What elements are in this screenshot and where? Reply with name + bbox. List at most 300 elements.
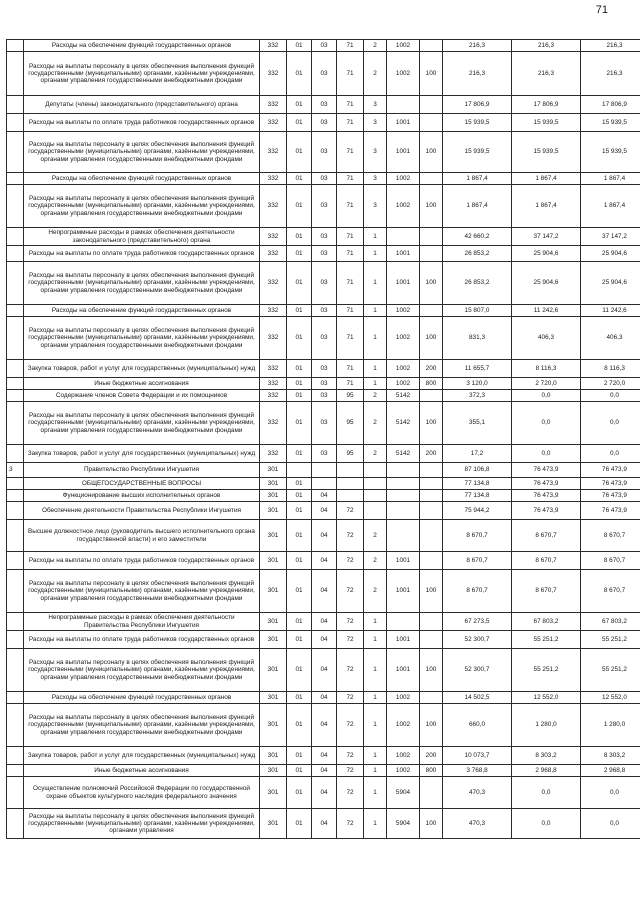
- row-number-cell: [7, 570, 24, 613]
- subsection-code-cell: 04: [312, 613, 337, 631]
- table-row: [7, 114, 640, 132]
- table-row: [7, 96, 640, 114]
- item-name-cell: Закупка товаров, работ и услуг для государственных (муниципальных) нужд: [24, 445, 260, 463]
- program-code-cell: 72: [337, 747, 364, 765]
- row-number-cell: [7, 520, 24, 552]
- amount-3-cell: 15 939,5: [581, 114, 640, 132]
- target-code-cell: 1002: [387, 40, 420, 52]
- table-row: [7, 520, 640, 552]
- department-code-cell: 332: [260, 445, 287, 463]
- expense-type-cell: [420, 390, 443, 402]
- section-code-cell: 01: [287, 613, 312, 631]
- item-name-cell: Иные бюджетные ассигнования: [24, 765, 260, 777]
- amount-3-cell: 76 473,9: [581, 463, 640, 478]
- amount-2-cell: 216,3: [512, 52, 581, 96]
- amount-2-cell: 8 116,3: [512, 360, 581, 378]
- item-name-cell: Расходы на выплаты персоналу в целях обеспечения выполнения функций государственными (муниципальными) органами, казёнными учреждениями, органами управления государственными внебюджетными фондами: [24, 570, 260, 613]
- section-code-cell: 01: [287, 305, 312, 317]
- program-code-cell: [337, 490, 364, 502]
- amount-3-cell: 0,0: [581, 809, 640, 839]
- department-code-cell: 332: [260, 96, 287, 114]
- amount-3-cell: 1 867,4: [581, 173, 640, 185]
- section-code-cell: 01: [287, 246, 312, 262]
- subsection-code-cell: 03: [312, 173, 337, 185]
- subsection-code-cell: 03: [312, 317, 337, 360]
- expense-type-cell: [420, 228, 443, 246]
- amount-2-cell: 0,0: [512, 402, 581, 445]
- program-code-cell: [337, 478, 364, 490]
- subsection-code-cell: 03: [312, 132, 337, 173]
- section-code-cell: 01: [287, 747, 312, 765]
- item-name-cell: Расходы на выплаты по оплате труда работников государственных органов: [24, 631, 260, 649]
- subprogram-code-cell: [364, 463, 387, 478]
- program-code-cell: 72: [337, 552, 364, 570]
- subprogram-code-cell: 1: [364, 747, 387, 765]
- amount-2-cell: 15 939,5: [512, 132, 581, 173]
- amount-1-cell: 75 944,2: [443, 502, 512, 520]
- table-row: [7, 52, 640, 96]
- section-code-cell: 01: [287, 173, 312, 185]
- table-row: [7, 809, 640, 839]
- department-code-cell: 301: [260, 502, 287, 520]
- section-code-cell: 01: [287, 228, 312, 246]
- section-code-cell: 01: [287, 478, 312, 490]
- target-code-cell: [387, 502, 420, 520]
- table-row: [7, 478, 640, 490]
- subprogram-code-cell: 1: [364, 378, 387, 390]
- target-code-cell: 1002: [387, 378, 420, 390]
- item-name-cell: Функционирование высших исполнительных органов: [24, 490, 260, 502]
- department-code-cell: 301: [260, 777, 287, 809]
- amount-2-cell: 11 242,6: [512, 305, 581, 317]
- row-number-cell: 3: [7, 463, 24, 478]
- row-number-cell: [7, 502, 24, 520]
- subprogram-code-cell: 2: [364, 40, 387, 52]
- department-code-cell: 301: [260, 809, 287, 839]
- amount-3-cell: 25 904,6: [581, 246, 640, 262]
- amount-3-cell: 216,3: [581, 40, 640, 52]
- expense-type-cell: [420, 463, 443, 478]
- expense-type-cell: 100: [420, 262, 443, 305]
- subprogram-code-cell: 3: [364, 132, 387, 173]
- row-number-cell: [7, 613, 24, 631]
- amount-2-cell: 1 867,4: [512, 185, 581, 228]
- row-number-cell: [7, 809, 24, 839]
- subsection-code-cell: 03: [312, 246, 337, 262]
- department-code-cell: 332: [260, 360, 287, 378]
- department-code-cell: 301: [260, 463, 287, 478]
- row-number-cell: [7, 704, 24, 747]
- section-code-cell: 01: [287, 360, 312, 378]
- section-code-cell: 01: [287, 185, 312, 228]
- expense-type-cell: [420, 40, 443, 52]
- section-code-cell: 01: [287, 132, 312, 173]
- item-name-cell: Расходы на выплаты по оплате труда работников государственных органов: [24, 552, 260, 570]
- target-code-cell: 1001: [387, 570, 420, 613]
- target-code-cell: 1001: [387, 649, 420, 692]
- expense-type-cell: 100: [420, 649, 443, 692]
- target-code-cell: 1002: [387, 173, 420, 185]
- amount-3-cell: 55 251,2: [581, 631, 640, 649]
- department-code-cell: 332: [260, 305, 287, 317]
- department-code-cell: 332: [260, 40, 287, 52]
- expense-type-cell: [420, 173, 443, 185]
- department-code-cell: 301: [260, 552, 287, 570]
- target-code-cell: 1001: [387, 132, 420, 173]
- table-row: [7, 552, 640, 570]
- table-row: [7, 360, 640, 378]
- section-code-cell: 01: [287, 52, 312, 96]
- subprogram-code-cell: 3: [364, 173, 387, 185]
- department-code-cell: 301: [260, 613, 287, 631]
- subprogram-code-cell: 1: [364, 649, 387, 692]
- amount-3-cell: 406,3: [581, 317, 640, 360]
- section-code-cell: 01: [287, 552, 312, 570]
- section-code-cell: 01: [287, 390, 312, 402]
- subprogram-code-cell: 1: [364, 317, 387, 360]
- amount-2-cell: 15 939,5: [512, 114, 581, 132]
- program-code-cell: 71: [337, 246, 364, 262]
- department-code-cell: 332: [260, 378, 287, 390]
- item-name-cell: Расходы на выплаты по оплате труда работников государственных органов: [24, 246, 260, 262]
- amount-3-cell: 1 280,0: [581, 704, 640, 747]
- amount-3-cell: 0,0: [581, 402, 640, 445]
- row-number-cell: [7, 402, 24, 445]
- expense-type-cell: 100: [420, 809, 443, 839]
- department-code-cell: 301: [260, 490, 287, 502]
- program-code-cell: 72: [337, 765, 364, 777]
- subprogram-code-cell: [364, 490, 387, 502]
- section-code-cell: 01: [287, 445, 312, 463]
- amount-1-cell: 77 134,8: [443, 490, 512, 502]
- amount-1-cell: 3 120,0: [443, 378, 512, 390]
- program-code-cell: 71: [337, 96, 364, 114]
- subprogram-code-cell: 3: [364, 185, 387, 228]
- table-row: [7, 570, 640, 613]
- subsection-code-cell: 04: [312, 704, 337, 747]
- program-code-cell: 72: [337, 631, 364, 649]
- target-code-cell: 1002: [387, 305, 420, 317]
- row-number-cell: [7, 777, 24, 809]
- table-row: [7, 132, 640, 173]
- program-code-cell: 72: [337, 649, 364, 692]
- table-row: [7, 262, 640, 305]
- subsection-code-cell: 04: [312, 747, 337, 765]
- amount-1-cell: 11 655,7: [443, 360, 512, 378]
- subsection-code-cell: 04: [312, 570, 337, 613]
- section-code-cell: 01: [287, 765, 312, 777]
- amount-2-cell: 17 806,9: [512, 96, 581, 114]
- expense-type-cell: 100: [420, 132, 443, 173]
- subprogram-code-cell: 1: [364, 228, 387, 246]
- table-row: [7, 185, 640, 228]
- table-row: [7, 378, 640, 390]
- section-code-cell: 01: [287, 649, 312, 692]
- expense-type-cell: 100: [420, 317, 443, 360]
- expense-type-cell: 800: [420, 765, 443, 777]
- expense-type-cell: 200: [420, 360, 443, 378]
- subsection-code-cell: 03: [312, 185, 337, 228]
- amount-3-cell: 76 473,9: [581, 478, 640, 490]
- subprogram-code-cell: [364, 502, 387, 520]
- subprogram-code-cell: 2: [364, 445, 387, 463]
- amount-3-cell: 15 939,5: [581, 132, 640, 173]
- amount-3-cell: 0,0: [581, 445, 640, 463]
- row-number-cell: [7, 765, 24, 777]
- target-code-cell: 1002: [387, 52, 420, 96]
- amount-2-cell: 8 670,7: [512, 570, 581, 613]
- row-number-cell: [7, 246, 24, 262]
- amount-1-cell: 52 300,7: [443, 649, 512, 692]
- department-code-cell: 301: [260, 747, 287, 765]
- program-code-cell: 72: [337, 570, 364, 613]
- table-row: [7, 649, 640, 692]
- target-code-cell: 5142: [387, 402, 420, 445]
- subsection-code-cell: 03: [312, 228, 337, 246]
- item-name-cell: Расходы на выплаты персоналу в целях обеспечения выполнения функций государственными (муниципальными) органами, казёнными учреждениями, органами управления государственными внебюджетными фондами: [24, 402, 260, 445]
- amount-3-cell: 2 720,0: [581, 378, 640, 390]
- amount-3-cell: 216,3: [581, 52, 640, 96]
- subsection-code-cell: 04: [312, 692, 337, 704]
- item-name-cell: Закупка товаров, работ и услуг для государственных (муниципальных) нужд: [24, 360, 260, 378]
- amount-2-cell: 55 251,2: [512, 631, 581, 649]
- department-code-cell: 301: [260, 704, 287, 747]
- department-code-cell: 332: [260, 262, 287, 305]
- subsection-code-cell: 04: [312, 765, 337, 777]
- target-code-cell: [387, 96, 420, 114]
- amount-2-cell: 76 473,9: [512, 502, 581, 520]
- program-code-cell: 71: [337, 52, 364, 96]
- row-number-cell: [7, 631, 24, 649]
- department-code-cell: 301: [260, 631, 287, 649]
- amount-1-cell: 42 660,2: [443, 228, 512, 246]
- amount-1-cell: 216,3: [443, 52, 512, 96]
- expense-type-cell: [420, 96, 443, 114]
- amount-2-cell: 76 473,9: [512, 490, 581, 502]
- row-number-cell: [7, 360, 24, 378]
- item-name-cell: Расходы на выплаты персоналу в целях обеспечения выполнения функций государственными (муниципальными) органами, казёнными учреждениями, органами управления государственными внебюджетными фондами: [24, 185, 260, 228]
- target-code-cell: 1002: [387, 317, 420, 360]
- expense-type-cell: [420, 520, 443, 552]
- item-name-cell: Расходы на обеспечение функций государственных органов: [24, 173, 260, 185]
- amount-1-cell: 8 670,7: [443, 570, 512, 613]
- subsection-code-cell: 04: [312, 777, 337, 809]
- amount-1-cell: 26 853,2: [443, 246, 512, 262]
- department-code-cell: 332: [260, 52, 287, 96]
- section-code-cell: 01: [287, 114, 312, 132]
- subprogram-code-cell: 3: [364, 114, 387, 132]
- subprogram-code-cell: 1: [364, 631, 387, 649]
- program-code-cell: 72: [337, 809, 364, 839]
- amount-3-cell: 76 473,9: [581, 490, 640, 502]
- table-row: [7, 463, 640, 478]
- row-number-cell: [7, 490, 24, 502]
- program-code-cell: 71: [337, 378, 364, 390]
- item-name-cell: Расходы на выплаты персоналу в целях обеспечения выполнения функций государственными (муниципальными) органами, казёнными учреждениями, органами управления государственными внебюджетными фондами: [24, 317, 260, 360]
- subsection-code-cell: 04: [312, 520, 337, 552]
- amount-2-cell: 55 251,2: [512, 649, 581, 692]
- section-code-cell: 01: [287, 704, 312, 747]
- target-code-cell: 1002: [387, 704, 420, 747]
- table-row: [7, 747, 640, 765]
- section-code-cell: 01: [287, 262, 312, 305]
- row-number-cell: [7, 228, 24, 246]
- expense-type-cell: 100: [420, 185, 443, 228]
- amount-1-cell: 67 273,5: [443, 613, 512, 631]
- subprogram-code-cell: 1: [364, 305, 387, 317]
- amount-2-cell: 8 670,7: [512, 552, 581, 570]
- table-row: [7, 490, 640, 502]
- amount-3-cell: 12 552,0: [581, 692, 640, 704]
- amount-3-cell: 67 803,2: [581, 613, 640, 631]
- row-number-cell: [7, 173, 24, 185]
- amount-3-cell: 8 670,7: [581, 570, 640, 613]
- row-number-cell: [7, 114, 24, 132]
- expense-type-cell: [420, 490, 443, 502]
- amount-1-cell: 26 853,2: [443, 262, 512, 305]
- target-code-cell: 1001: [387, 262, 420, 305]
- row-number-cell: [7, 747, 24, 765]
- amount-1-cell: 470,3: [443, 777, 512, 809]
- department-code-cell: 332: [260, 390, 287, 402]
- item-name-cell: Расходы на выплаты по оплате труда работников государственных органов: [24, 114, 260, 132]
- subprogram-code-cell: 1: [364, 246, 387, 262]
- department-code-cell: 332: [260, 132, 287, 173]
- amount-2-cell: 2 720,0: [512, 378, 581, 390]
- amount-1-cell: 1 867,4: [443, 185, 512, 228]
- section-code-cell: 01: [287, 809, 312, 839]
- subsection-code-cell: 03: [312, 402, 337, 445]
- expense-type-cell: [420, 478, 443, 490]
- amount-1-cell: 15 807,0: [443, 305, 512, 317]
- department-code-cell: 301: [260, 692, 287, 704]
- subprogram-code-cell: 2: [364, 570, 387, 613]
- subsection-code-cell: 04: [312, 502, 337, 520]
- expense-type-cell: [420, 613, 443, 631]
- amount-2-cell: 76 473,9: [512, 478, 581, 490]
- amount-2-cell: 2 968,8: [512, 765, 581, 777]
- target-code-cell: 5142: [387, 445, 420, 463]
- row-number-cell: [7, 692, 24, 704]
- department-code-cell: 301: [260, 765, 287, 777]
- row-number-cell: [7, 96, 24, 114]
- subprogram-code-cell: 1: [364, 613, 387, 631]
- subsection-code-cell: 03: [312, 262, 337, 305]
- subprogram-code-cell: 2: [364, 52, 387, 96]
- row-number-cell: [7, 40, 24, 52]
- section-code-cell: 01: [287, 631, 312, 649]
- subsection-code-cell: 04: [312, 809, 337, 839]
- expense-type-cell: 100: [420, 570, 443, 613]
- department-code-cell: 301: [260, 478, 287, 490]
- expense-type-cell: 100: [420, 402, 443, 445]
- item-name-cell: Расходы на обеспечение функций государственных органов: [24, 40, 260, 52]
- target-code-cell: [387, 228, 420, 246]
- item-name-cell: Непрограммные расходы в рамках обеспечения деятельности Правительства Республики Ингушетия: [24, 613, 260, 631]
- target-code-cell: [387, 478, 420, 490]
- subprogram-code-cell: 1: [364, 360, 387, 378]
- amount-1-cell: 216,3: [443, 40, 512, 52]
- program-code-cell: 95: [337, 402, 364, 445]
- amount-3-cell: 11 242,6: [581, 305, 640, 317]
- program-code-cell: 71: [337, 305, 364, 317]
- amount-1-cell: 10 073,7: [443, 747, 512, 765]
- program-code-cell: 71: [337, 317, 364, 360]
- expense-type-cell: [420, 777, 443, 809]
- section-code-cell: 01: [287, 502, 312, 520]
- department-code-cell: 332: [260, 246, 287, 262]
- program-code-cell: 72: [337, 692, 364, 704]
- section-code-cell: [287, 463, 312, 478]
- row-number-cell: [7, 132, 24, 173]
- table-row: [7, 390, 640, 402]
- department-code-cell: 301: [260, 649, 287, 692]
- subprogram-code-cell: 2: [364, 402, 387, 445]
- table-row: [7, 692, 640, 704]
- expense-type-cell: 200: [420, 445, 443, 463]
- target-code-cell: 1001: [387, 552, 420, 570]
- target-code-cell: [387, 520, 420, 552]
- expense-type-cell: 100: [420, 704, 443, 747]
- program-code-cell: 71: [337, 132, 364, 173]
- section-code-cell: 01: [287, 40, 312, 52]
- expense-type-cell: [420, 631, 443, 649]
- amount-2-cell: 25 904,6: [512, 262, 581, 305]
- amount-2-cell: 1 280,0: [512, 704, 581, 747]
- table-row: [7, 613, 640, 631]
- item-name-cell: Расходы на выплаты персоналу в целях обеспечения выполнения функций государственными (муниципальными) органами, казёнными учреждениями, органами управления государственными внебюджетными фондами: [24, 52, 260, 96]
- table-row: [7, 173, 640, 185]
- amount-3-cell: 17 806,9: [581, 96, 640, 114]
- program-code-cell: 71: [337, 262, 364, 305]
- expense-type-cell: [420, 114, 443, 132]
- amount-1-cell: 14 502,5: [443, 692, 512, 704]
- program-code-cell: 71: [337, 360, 364, 378]
- amount-3-cell: 76 473,9: [581, 502, 640, 520]
- expense-type-cell: [420, 552, 443, 570]
- subsection-code-cell: 03: [312, 390, 337, 402]
- department-code-cell: 332: [260, 173, 287, 185]
- subsection-code-cell: 03: [312, 96, 337, 114]
- department-code-cell: 301: [260, 520, 287, 552]
- subsection-code-cell: [312, 478, 337, 490]
- section-code-cell: 01: [287, 378, 312, 390]
- amount-2-cell: 37 147,2: [512, 228, 581, 246]
- amount-1-cell: 77 134,8: [443, 478, 512, 490]
- budget-table: [6, 39, 640, 839]
- amount-1-cell: 15 939,5: [443, 114, 512, 132]
- row-number-cell: [7, 317, 24, 360]
- row-number-cell: [7, 445, 24, 463]
- program-code-cell: 72: [337, 502, 364, 520]
- amount-2-cell: 0,0: [512, 777, 581, 809]
- subsection-code-cell: 04: [312, 552, 337, 570]
- section-code-cell: 01: [287, 520, 312, 552]
- program-code-cell: 72: [337, 520, 364, 552]
- item-name-cell: Расходы на выплаты персоналу в целях обеспечения выполнения функций государственными (муниципальными) органами, казёнными учреждениями, органами управления: [24, 809, 260, 839]
- amount-2-cell: 0,0: [512, 390, 581, 402]
- expense-type-cell: [420, 246, 443, 262]
- amount-1-cell: 660,0: [443, 704, 512, 747]
- subsection-code-cell: 03: [312, 360, 337, 378]
- item-name-cell: Расходы на выплаты персоналу в целях обеспечения выполнения функций государственными (муниципальными) органами, казёнными учреждениями, органами управления государственными внебюджетными фондами: [24, 649, 260, 692]
- table-row: [7, 445, 640, 463]
- amount-3-cell: 37 147,2: [581, 228, 640, 246]
- amount-1-cell: 8 670,7: [443, 520, 512, 552]
- amount-2-cell: 25 904,6: [512, 246, 581, 262]
- amount-1-cell: 831,3: [443, 317, 512, 360]
- item-name-cell: Иные бюджетные ассигнования: [24, 378, 260, 390]
